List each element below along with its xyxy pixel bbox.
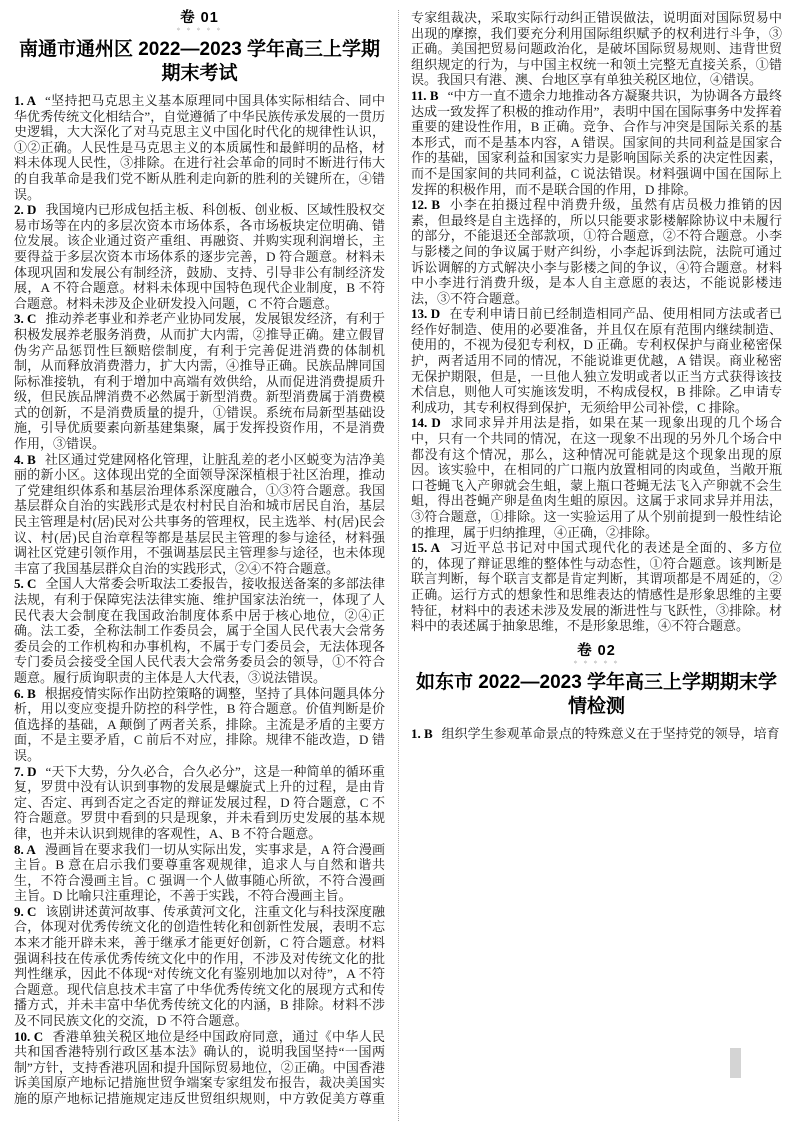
answer-label: 3. C	[14, 311, 37, 327]
answer-explanation: “天下大势，分久必合，合久必分”，这是一种简单的循环重复，罗贯中没有认识到事物的发展是螺旋式上升的过程，是由肯定、否定、再到否定之否定的辩证发展过程，D 符合题意，C 不符合题意。罗贯中看到的只是现象，并未看到历史发展的基本规律，也并未认识到规律的客观性，A、B 不符合题意。	[14, 763, 386, 841]
answer-explanation: 根据疫情实际作出防控策略的调整，坚持了具体问题具体分析，用以变应变提升防控的科学性，B 符合题意。价值判断是价值选择的基础，A 颠倒了两者关系，排除。主流是矛盾的主要方面，不是主要矛盾，C 前后不对应，排除。规律不能改造，D 错误。	[14, 685, 385, 763]
answer-label: 10. C	[14, 1028, 44, 1044]
answer-item	[14, 311, 385, 451]
answer-item	[14, 842, 385, 904]
scrollbar-thumb-artifact[interactable]	[730, 1048, 741, 1078]
answer-item	[411, 540, 782, 634]
answer-explanation: “坚持把马克思主义基本原理同中国具体实际相结合、同中华优秀传统文化相结合”，自觉遵循了中华民族传承发展的一贯历史逻辑，大大深化了对马克思主义中国化时代化的规律性认识，①②正确。人民性是马克思主义的本质属性和最鲜明的品格，材料未体现人民性，③排除。在进行社会革命的同时不断进行伟大的自我革命是我们党不断从胜利走向新的胜利的关键所在，④错误。	[14, 93, 385, 202]
answer-label: 5. C	[14, 576, 37, 592]
answer-item	[14, 202, 385, 311]
paper-label-02: 卷 02	[577, 642, 616, 659]
answer-list-01	[14, 10, 782, 1121]
answer-label: 7. D	[14, 763, 37, 779]
answer-label: 14. D	[411, 415, 441, 431]
answer-explanation: 求同求异并用法是指，如果在某一现象出现的几个场合中，只有一个共同的情况，在这一现象不出现的另外几个场合中都没有这个情况，那么，这种情况可能就是这个现象出现的原因。该实验中，在相同的广口瓶内放置相同的肉或鱼，当敞开瓶口苍蝇飞入产卵就会生蛆，蒙上瓶口苍蝇无法飞入产卵就不会生蛆，得出苍蝇产卵是鱼肉生蛆的原因。这属于求同求异并用法，③符合题意，①排除。这一实验运用了从个别前提到一般性结论的推理，属于归纳推理，④正确，②排除。	[411, 415, 782, 540]
answer-item	[14, 686, 385, 764]
answer-explanation: 香港单独关税区地位是经中国政府同意，通过《中华人民共和国香港特别行政区基本法》确认的，说明我国坚持“一国两制”方针，支持香港巩固和提升国际贸易地位，②正确。中国香港诉美国原产地标记措施世贸争端案专家组发布报告，裁决美国实施的原产地标记措施规定违反世贸组织规则，中方敦促美方尊重专家组裁决，采取实际行动纠正错误做法，说明面对国际贸易中出现的摩擦，我们要充分利用国际组织赋予的权利进行斗争，③正确。美国把贸易问题政治化，是破坏国际贸易规则、违背世贸组织规定的行为，与中国主权统一和领土完整无直接关系，①错误。我国只有港、澳、台地区享有单独关税区地位，④错误。	[14, 10, 782, 1106]
ornament-marks: * * * * *	[573, 658, 620, 668]
answer-label: 12. B	[411, 197, 441, 213]
paper-label-01: 卷 01	[180, 10, 219, 26]
paper-title-02: 如东市 2022—2023 学年高三上学期期末学情检测	[415, 671, 778, 717]
answer-item	[411, 197, 782, 306]
answer-label: 15. A	[411, 540, 441, 556]
answer-explanation: 该剧讲述黄河故事、传承黄河文化，注重文化与科技深度融合，体现对优秀传统文化的创造性转化和创新性发展，表明不忘本来才能开辟未来，善于继承才能更好创新，C 符合题意。材料强调科技在传承优秀传统文化中的作用，不涉及对传统文化的批判性继承，因此不体现“对传统文化有鉴别地加以对待”，A 不符合题意。现代信息技术丰富了中华优秀传统文化的展现方式和传播方式，并未丰富中华优秀传统文化的内涵，B 排除。材料不涉及不同民族文化的交流，D 不符合题意。	[14, 903, 385, 1029]
answer-item	[14, 764, 385, 842]
answer-explanation: 组织学生参观革命景点的特殊意义在于坚持党的领导，培育	[441, 725, 780, 741]
answer-explanation: 漫画旨在要求我们一切从实际出发，实事求是，A 符合漫画主旨。B 意在启示我们要尊重客观规律，追求人与自然和谐共生，不符合漫画主旨。C 强调一个人做事随心所欲，不符合漫画主旨。D 比喻只注重理论，不善于实践，不符合漫画主旨。	[14, 841, 386, 904]
paper-section-01	[14, 10, 782, 1121]
answer-label: 6. B	[14, 685, 36, 701]
paper-section-02	[411, 643, 782, 742]
answer-label: 4. B	[14, 451, 36, 467]
answer-item	[14, 576, 385, 685]
answer-item	[14, 93, 385, 202]
ornament-marks: * * * * *	[176, 26, 223, 35]
answer-item	[411, 306, 782, 415]
answer-explanation: 社区通过党建网格化管理，让脏乱差的老小区蜕变为洁净美丽的新小区。这体现出党的全面领导深深植根于社区治理，推动了党建组织体系和基层治理体系深度融合，①③符合题意。我国基层群众自治的实践形式是农村村民自治和城市居民自治，基层民主管理是村(居)民对公共事务的管理权，民主选举、村(居)民会议、村(居)民自治章程等都是基层民主管理的参与途径，材料强调社区党建引领作用，不强调基层民主管理参与途径，也未体现丰富了我国基层群众自治的实践形式，②④不符合题意。	[14, 451, 385, 576]
answer-label: 1. A	[14, 93, 37, 108]
answer-label: 1. B	[411, 725, 433, 741]
answer-label: 8. A	[14, 841, 36, 857]
answer-explanation: 习近平总书记对中国式现代化的表述是全面的、多方位的，体现了辩证思维的整体性与动态性，①符合题意。该判断是联言判断，每个联言支都是肯定判断，其谓项都是不周延的，②正确。运行方式的想象性和思维表达的情感性是形象思维的主要特征，材料中的表述未涉及发展的渐进性与飞跃性，③排除。材料中的表述属于抽象思维，不是形象思维，④不符合题意。	[411, 540, 782, 634]
answer-item	[14, 452, 385, 577]
answer-explanation: 我国境内已形成包括主板、科创板、创业板、区域性股权交易市场等在内的多层次资本市场体系，各市场板块定位明确、错位发展。该企业通过资产重组、再融资、并购实现利润增长，主要得益于多层次资本市场体系的逐步完善，D 符合题意。材料未体现巩固和发展公有制经济，鼓励、支持、引导非公有制经济发展，A 不符合题意。材料未体现中国特色现代企业制度，B 不符合题意。材料未涉及企业研发投入问题，C 不符合题意。	[14, 202, 385, 311]
answer-item	[411, 88, 782, 197]
answer-explanation: 小李在拍摄过程中消费升级，虽然有店员极力推销的因素，但最终是自主选择的，所以只能要求影楼解除协议中未履行的部分，不能退还全部款项，①符合题意，②不符合题意。小李与影楼之间的争议属于财产纠纷，小李起诉到法院，法院可通过诉讼调解的方式解决小李与影楼之间的争议，④符合题意。材料中小李进行消费升级，是本人自主意愿的表达，不能说影楼违法，③不符合题意。	[411, 197, 782, 306]
document-flow	[14, 10, 782, 1121]
answer-item	[411, 415, 782, 540]
answer-label: 2. D	[14, 202, 37, 218]
answer-item	[14, 904, 385, 1029]
answer-label: 11. B	[411, 87, 439, 103]
answer-label: 9. C	[14, 903, 37, 919]
answer-explanation: 推动养老事业和养老产业协同发展，发展银发经济，有利于积极发展养老服务消费，从而扩大内需，②推导正确。建立假冒伪劣产品惩罚性巨额赔偿制度，有利于完善促进消费的体制机制，从而释放消费潜力，扩大内需，④推导正确。民族品牌同国际标准接轨，有利于增加中高端有效供给，从而促进消费提质升级，但民族品牌消费不必然属于新型消费。新型消费属于消费模式的创新，不是消费质量的提升，①错误。系统布局新型基础设施，引导优质要素向新基建集聚，属于发挥投资作用，不是消费作用，③错误。	[14, 311, 385, 452]
answer-explanation: 在专利申请日前已经制造相同产品、使用相同方法或者已经作好制造、使用的必要准备，并且仅在原有范围内继续制造、使用的，不视为侵犯专利权，D 正确。专利权保护与商业秘密保护，两者适用不同的情况，不能说谁更优越，A 错误。商业秘密无保护期限，但是，一旦他人独立发明或者以正当方式获得该技术信息，则他人可实施该发明，不构成侵权，B 排除。乙申请专利成功，其专利权得到保护，无须给甲公司补偿，C 排除。	[411, 306, 782, 415]
paper-title-01: 南通市通州区 2022—2023 学年高三上学期期末考试	[18, 39, 381, 84]
answer-explanation: 全国人大常委会听取法工委报告，接收报送备案的多部法律法规，有利于保障宪法法律实施、维护国家法治统一，体现了人民代表大会制度在我国政治制度体系中居于核心地位，②④正确。法工委，全称法制工作委员会，属于全国人民代表大会常务委员会的工作机构和办事机构，不属于专门委员会，无法体现各专门委员会接受全国人民代表大会常务委员会的领导，①不符合题意。履行质询职责的主体是人大代表，③说法错误。	[14, 576, 385, 685]
answer-label: 13. D	[411, 306, 441, 322]
answer-explanation: “中方一直不遗余力地推动各方凝聚共识，为协调各方最终达成一致发挥了积极的推动作用”，表明中国在国际事务中发挥着重要的建设性作用，B 正确。竞争、合作与冲突是国际关系的基本形式，而不是基本内容，A 错误。国家间的共同利益是国家合作的基础，国家利益和国家实力是影响国际关系的决定性因素，而不是国家间的共同利益，C 说法错误。材料强调中国在国际上发挥的积极作用，而不是联合国的作用，D 排除。	[411, 87, 782, 197]
answer-list-02	[411, 726, 782, 742]
answer-item	[411, 726, 782, 742]
